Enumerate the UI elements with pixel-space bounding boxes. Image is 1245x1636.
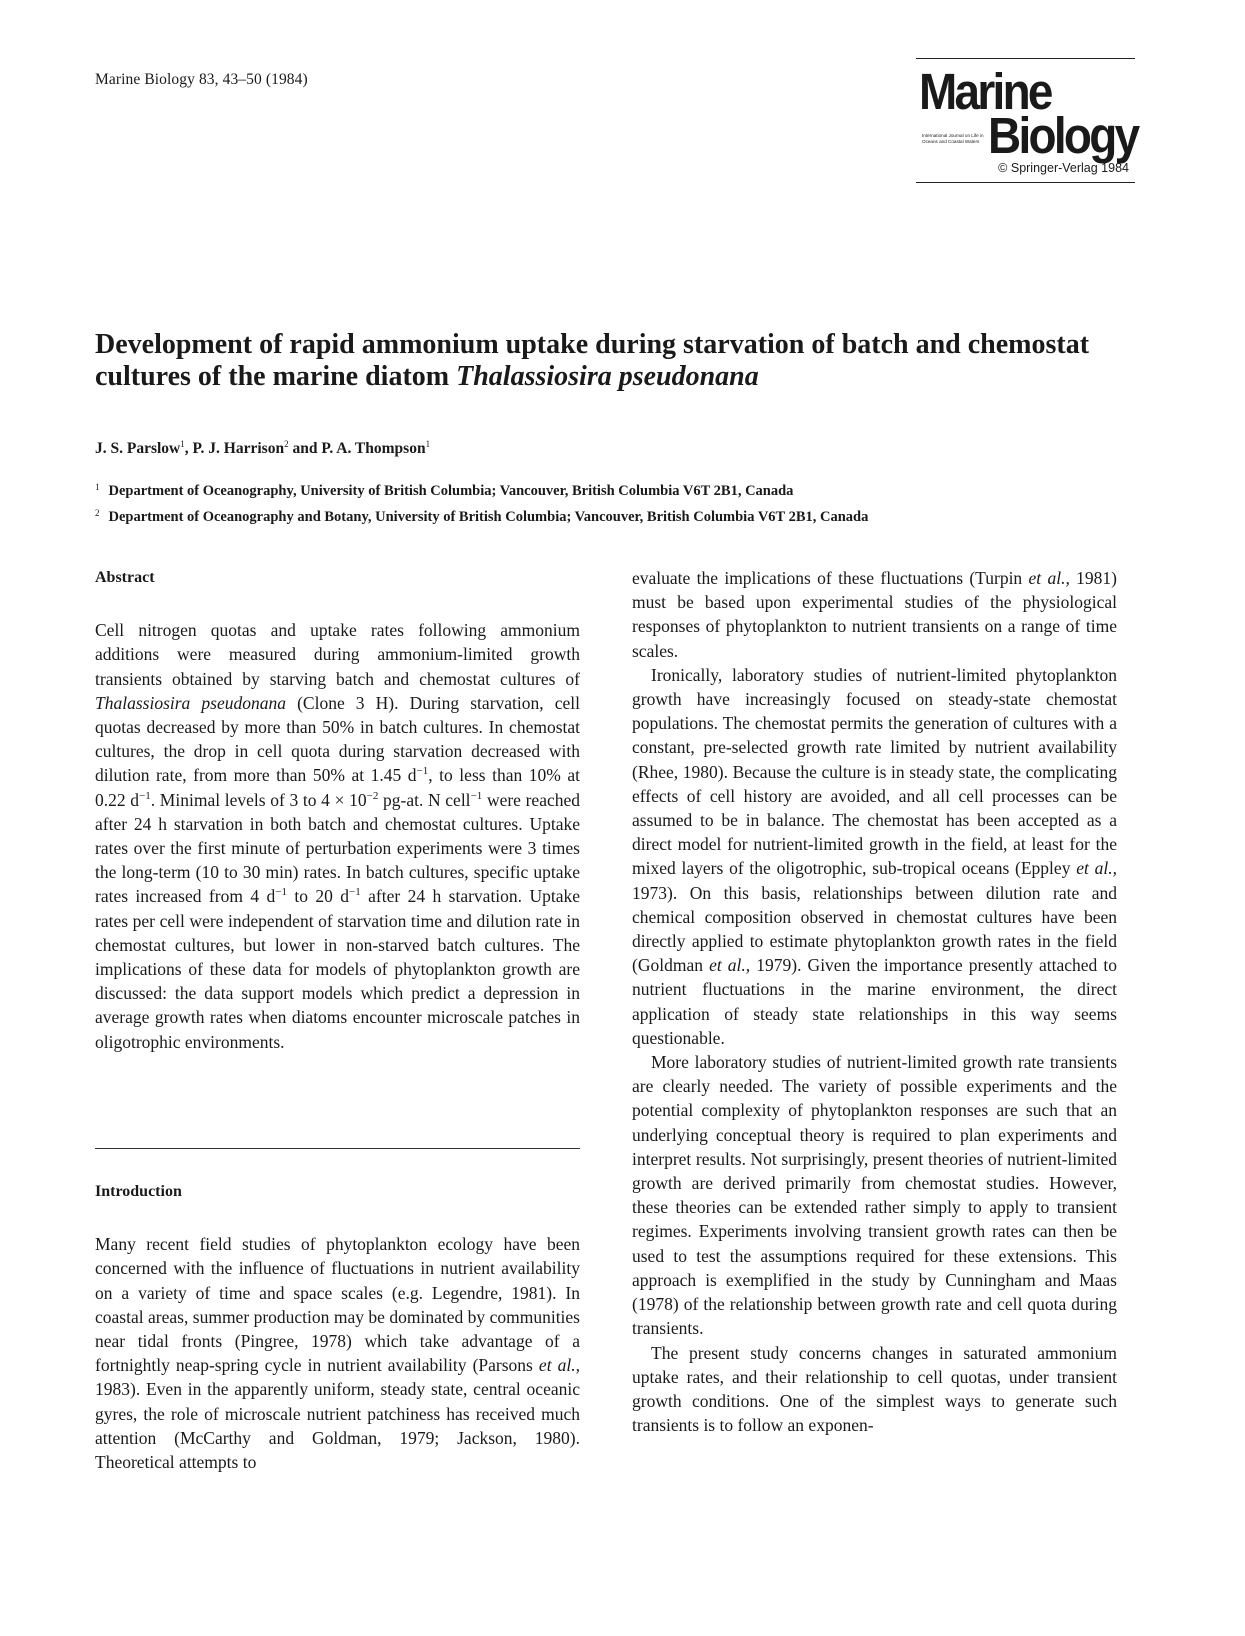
body-paragraph: More laboratory studies of nutrient-limited growth rate transients are clearly needed. The variety of possible experiments and the potential complexity of phytoplankton responses are such that an underlying conceptual theory is required to plan experiments and interpret results. Not surprisingly, present theories of nutrient-limited growth are derived primarily from chemostat studies. However, these theories can be extended rather simply to apply to transient regimes. Experiments involving transient growth rates can then be used to test the assumptions required for these extensions. This approach is exemplified in the study by Cunningham and Maas (1978) of the relationship between growth rate and cell quota during transients. [632, 1052, 1117, 1339]
introduction-section [95, 1180, 580, 1474]
author-affiliation-mark: 1 [180, 439, 185, 449]
introduction-heading: Introduction [95, 1183, 182, 1200]
author-affiliation-mark: 1 [425, 439, 431, 449]
introduction-continued [632, 566, 1117, 1437]
article-title [95, 329, 1125, 393]
author-separator: , [184, 440, 193, 457]
author-name: P. A. Thompson [321, 440, 426, 457]
abstract-heading: Abstract [95, 569, 155, 586]
introduction-paragraph: Many recent field studies of phytoplankton ecology have been concerned with the influence of fluctuations in nutrient availability on a variety of time and space scales (e.g. Legendre, 1981). In coastal areas, summer production may be dominated by communities near tidal fronts (Pingree, 1978) which take advantage of a fortnightly neap-spring cycle in nutrient availability (Parsons et al., 1983). Even in the apparently uniform, steady state, central oceanic gyres, the role of microscale nutrient patchiness has received much attention (McCarthy and Goldman, 1979; Jackson, 1980). Theoretical attempts to [95, 1234, 580, 1473]
logo-top-rule [916, 58, 1135, 59]
abstract-divider [95, 1148, 580, 1149]
abstract-text: Cell nitrogen quotas and uptake rates following ammonium additions were measured during ammonium-limited growth transients obtained by starving batch and chemostat cultures of Thalassiosira pseudonana (Clone 3 H). During starvation, cell quotas decreased by more than 50% in batch cultures. In chemostat cultures, the drop in cell quota during starvation decreased with dilution rate, from more than 50% at 1.45 $d^{-1}$, to less than 10% at 0.22 $d^{-1}$. Minimal levels of 3 to $4 \times 10^{-2}$ pg-at. N cell$^{-1}$ were reached after 24 h starvation in both batch and chemostat cultures. Uptake rates over the first minute of perturbation experiments were 3 times the long-term (10 to 30 min) rates. In batch cultures, specific uptake rates increased from 4 $d^{-1}$ to 20 $d^{-1}$ after 24 h starvation. Uptake rates per cell were independent of starvation time and dilution rate in chemostat cultures, but lower in non-starved batch cultures. The implications of these data for models of phytoplankton growth are discussed: the data support models which predict a depression in average growth rates when diatoms encounter microscale patches in oligotrophic environments. [95, 620, 581, 1052]
title-species: Thalassiosira pseudonana [456, 361, 759, 392]
abstract-section [95, 566, 580, 1054]
author-list [95, 440, 430, 458]
logo-word-biology: Biology [988, 107, 1138, 164]
affiliation [95, 509, 868, 526]
journal-citation: Marine Biology 83, 43–50 (1984) [95, 71, 308, 88]
title-main-text: Development of rapid ammonium uptake during starvation of batch and chemostat cultures of the marine diatom [95, 329, 1090, 392]
body-paragraph: evaluate the implications of these fluctuations (Turpin et al., 1981) must be based upon experimental studies of the physiological responses of phytoplankton to nutrient transients on a range of time scales. [632, 568, 1118, 661]
affiliation [95, 483, 793, 500]
affiliation-mark: 2 [95, 508, 100, 518]
logo-word-marine: Marine [919, 63, 1051, 120]
author-name: P. J. Harrison [192, 440, 285, 457]
logo-tagline: International Journal on Life in Oceans and Coastal Waters [922, 133, 984, 145]
body-paragraph: Ironically, laboratory studies of nutrient-limited phytoplankton growth have increasingly focused on steady-state chemostat populations. The chemostat permits the generation of cultures with a constant, pre-selected growth rate limited by nutrient availability (Rhee, 1980). Because the culture is in steady state, the complicating effects of cell history are avoided, and all cell processes can be assumed to be in balance. The chemostat has been accepted as a direct model for nutrient-limited growth in the field, at least for the mixed layers of the oligotrophic, sub-tropical oceans (Eppley et al., 1973). On this basis, relationships between dilution rate and chemical composition observed in chemostat cultures have been directly applied to estimate phytoplankton growth rates in the field (Goldman et al., 1979). Given the importance presently attached to nutrient fluctuations in the marine environment, the direct application of steady state relationships in this way seems questionable. [632, 664, 1118, 1048]
affiliation-text: Department of Oceanography and Botany, University of British Columbia; Vancouver, British Columbia V6T 2B1, Canada [108, 509, 869, 525]
affiliation-mark: 1 [95, 482, 100, 492]
author-separator: and [288, 440, 322, 457]
journal-logo [916, 58, 1138, 184]
author-affiliation-mark: 2 [284, 439, 289, 449]
publisher-copyright: © Springer-Verlag 1984 [998, 161, 1129, 175]
body-paragraph: The present study concerns changes in saturated ammonium uptake rates, and their relationship to cell quotas, under transient growth conditions. One of the simplest ways to generate such transients is to follow an exponen- [632, 1342, 1117, 1436]
logo-bottom-rule [916, 182, 1135, 183]
affiliation-text: Department of Oceanography, University of British Columbia; Vancouver, British Columbia V6T 2B1, Canada [108, 483, 794, 499]
author-name: J. S. Parslow [95, 440, 181, 457]
